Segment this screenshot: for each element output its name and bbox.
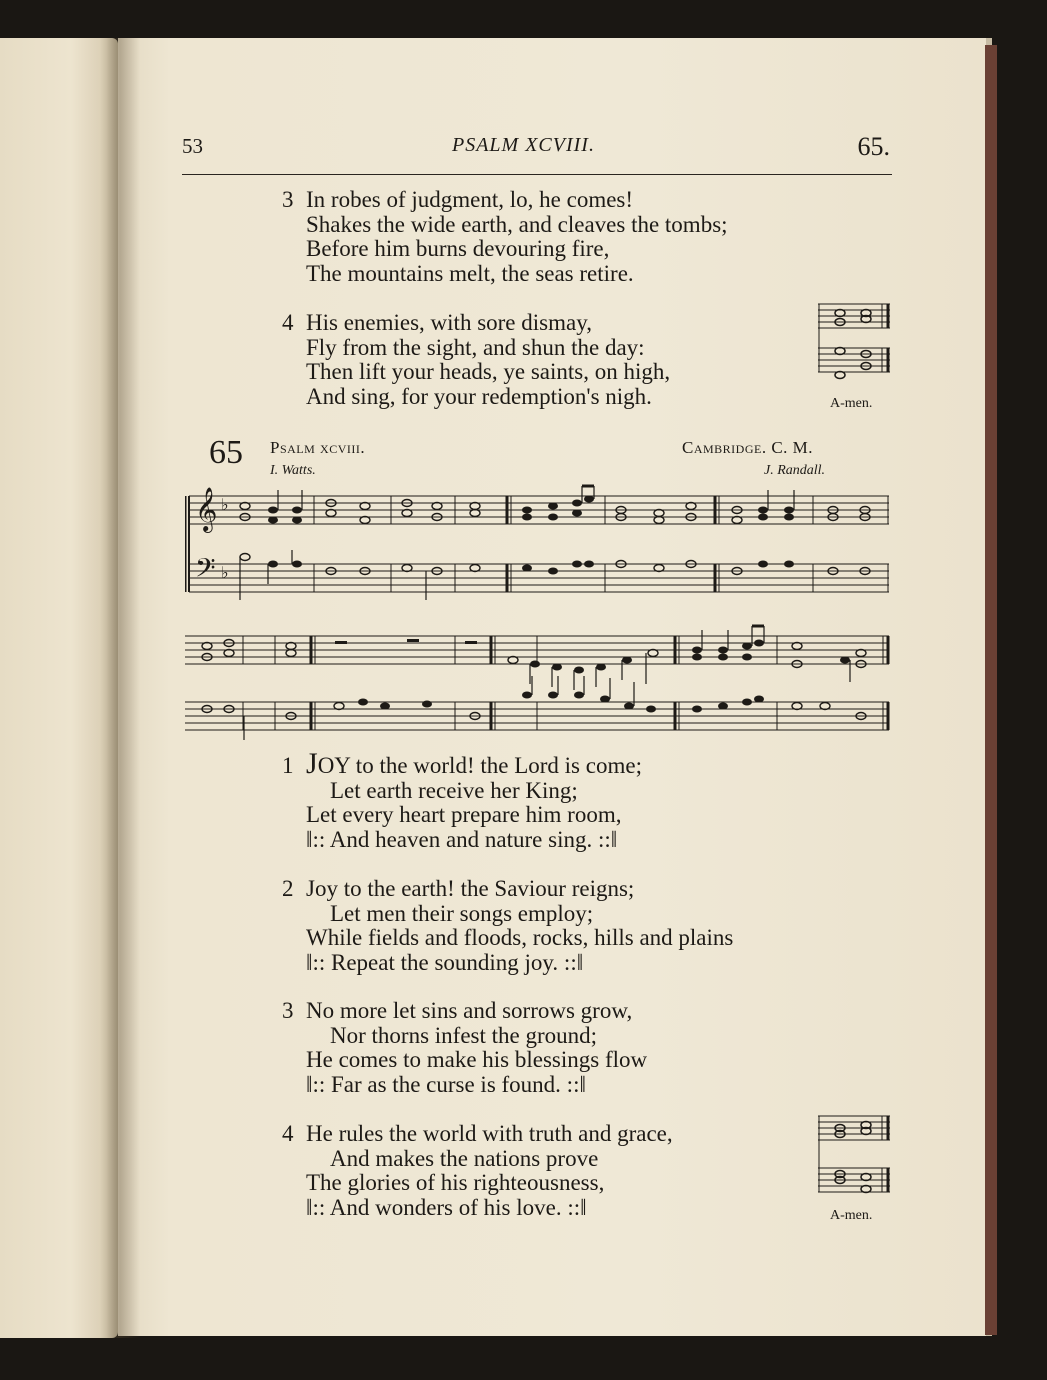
drop-cap: J xyxy=(306,747,318,780)
stanza-line: And sing, for your redemption's nigh. xyxy=(306,383,652,409)
stanza-number: 1 xyxy=(282,753,294,778)
stanza-1 xyxy=(282,747,642,852)
stanza-line: No more let sins and sorrows grow, xyxy=(306,998,633,1023)
psalm-reference: Psalm xcviii. xyxy=(270,438,366,457)
stanza-line: ‖:: And heaven and nature sing. ::‖ xyxy=(306,826,618,852)
stanza-3 xyxy=(282,999,647,1097)
stanza-line-text: OY to the world! the Lord is come; xyxy=(317,753,642,778)
prev-stanza-3 xyxy=(282,188,728,286)
running-header xyxy=(182,134,892,175)
book-spine xyxy=(100,38,140,1338)
stanza-line: Then lift your heads, ye saints, on high, xyxy=(306,359,671,384)
amen-music-fragment xyxy=(818,298,894,398)
stanza-line: Shakes the wide earth, and cleaves the tombs; xyxy=(306,211,728,237)
svg-text:♭: ♭ xyxy=(221,565,229,582)
stanza-line: Let every heart prepare him room, xyxy=(306,802,622,827)
svg-text:𝄞: 𝄞 xyxy=(195,487,218,531)
stanza-line: The mountains melt, the seas retire. xyxy=(306,260,634,286)
stanza-line: ‖:: Far as the curse is found. ::‖ xyxy=(306,1071,586,1097)
stanza-line: ‖:: And wonders of his love. ::‖ xyxy=(306,1194,587,1220)
stanza-line: His enemies, with sore dismay, xyxy=(306,310,592,335)
stanza-number: 3 xyxy=(282,187,294,212)
stanza-2 xyxy=(282,877,733,975)
stanza-line: The glories of his righteousness, xyxy=(306,1170,605,1195)
book-cover-edge xyxy=(985,45,997,1335)
tune-name: Cambridge. C. M. xyxy=(682,438,814,457)
music-system-1 xyxy=(185,482,895,614)
stanza-line xyxy=(306,747,642,780)
stanza-line: He rules the world with truth and grace, xyxy=(306,1121,673,1146)
stanza-number: 3 xyxy=(282,998,294,1023)
stanza-line: Before him burns devouring fire, xyxy=(306,236,610,261)
stanza-line: Fly from the sight, and shun the day: xyxy=(306,334,645,360)
header-hymn-number: 65. xyxy=(857,132,890,161)
stanza-number: 2 xyxy=(282,876,294,901)
amen-label: A-men. xyxy=(830,396,873,411)
svg-text:𝄢: 𝄢 xyxy=(195,552,216,590)
stanza-line: He comes to make his blessings flow xyxy=(306,1047,648,1072)
running-title: PSALM XCVIII. xyxy=(452,134,595,156)
stanza-line: Nor thorns infest the ground; xyxy=(330,1022,598,1048)
stanza-line: ‖:: Repeat the sounding joy. ::‖ xyxy=(306,949,584,975)
author: I. Watts. xyxy=(270,463,316,478)
music-system-2 xyxy=(185,622,895,742)
amen-music-fragment xyxy=(818,1110,894,1206)
composer: J. Randall. xyxy=(764,463,826,478)
left-page-number: 53 xyxy=(182,134,203,158)
stanza-4 xyxy=(282,1122,673,1220)
prev-stanza-4 xyxy=(282,311,670,409)
stanza-line: In robes of judgment, lo, he comes! xyxy=(306,187,634,212)
hymn-number: 65 xyxy=(209,434,243,471)
stanza-number: 4 xyxy=(282,310,294,335)
stanza-line: While fields and floods, rocks, hills and plains xyxy=(306,925,734,950)
stanza-line: Let earth receive her King; xyxy=(330,777,578,803)
stanza-line: And makes the nations prove xyxy=(330,1145,599,1171)
stanza-line: Joy to the earth! the Saviour reigns; xyxy=(306,876,635,901)
amen-label: A-men. xyxy=(830,1208,873,1223)
stanza-number: 4 xyxy=(282,1121,294,1146)
stanza-line: Let men their songs employ; xyxy=(330,900,594,926)
svg-text:♭: ♭ xyxy=(221,497,229,514)
